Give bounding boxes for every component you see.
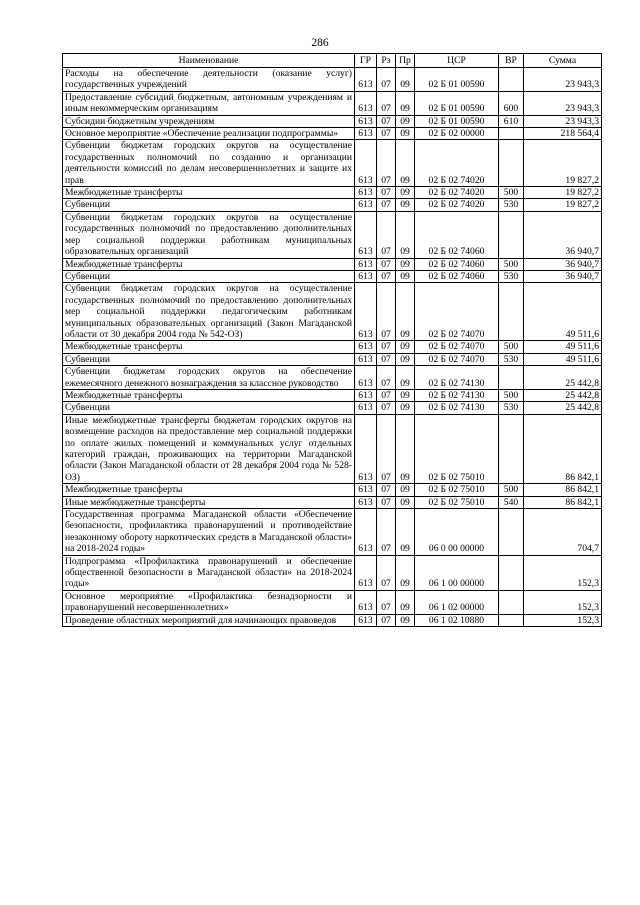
cell-csr: 02 Б 01 00590 [415, 91, 499, 115]
cell-sum: 36 940,7 [524, 270, 602, 282]
cell-gr: 613 [355, 187, 377, 199]
cell-gr: 613 [355, 614, 377, 626]
cell-pr: 09 [396, 402, 415, 414]
cell-name: Межбюджетные трансферты [63, 258, 355, 270]
cell-sum: 86 842,1 [524, 496, 602, 508]
cell-gr: 613 [355, 496, 377, 508]
cell-pr: 09 [396, 270, 415, 282]
cell-name: Субвенции бюджетам городских округов на осуществление государственных полномочий по созданию и организации деятельности комиссий по делам несовершеннолетних и защите их прав [63, 140, 355, 187]
cell-csr: 06 1 00 00000 [415, 555, 499, 590]
table-row [63, 270, 602, 282]
table-row [63, 509, 602, 556]
cell-gr: 613 [355, 68, 377, 92]
cell-name: Государственная программа Магаданской области «Обеспечение безопасности, профилактика правонарушений и противодействие незаконному обороту наркотических средств в Магаданской области» на 2018-2024 годы» [63, 509, 355, 556]
cell-rz: 07 [377, 496, 396, 508]
cell-name: Проведение областных мероприятий для начинающих правоведов [63, 614, 355, 626]
cell-name: Основное мероприятие «Обеспечение реализации подпрограммы» [63, 128, 355, 140]
cell-vr: 530 [499, 353, 524, 365]
cell-name: Межбюджетные трансферты [63, 341, 355, 353]
cell-csr: 02 Б 02 75010 [415, 414, 499, 483]
cell-gr: 613 [355, 414, 377, 483]
cell-vr: 500 [499, 187, 524, 199]
cell-name: Субвенции [63, 402, 355, 414]
cell-csr: 02 Б 02 74130 [415, 402, 499, 414]
cell-sum: 152,3 [524, 614, 602, 626]
cell-rz: 07 [377, 270, 396, 282]
table-row [63, 211, 602, 258]
cell-sum: 704,7 [524, 509, 602, 556]
table-row [63, 341, 602, 353]
cell-pr: 09 [396, 283, 415, 341]
cell-sum: 86 842,1 [524, 414, 602, 483]
header-row [63, 54, 602, 68]
cell-name: Расходы на обеспечение деятельности (оказание услуг) государственных учреждений [63, 68, 355, 92]
cell-rz: 07 [377, 555, 396, 590]
cell-pr: 09 [396, 68, 415, 92]
cell-sum: 152,3 [524, 555, 602, 590]
cell-name: Субвенции [63, 353, 355, 365]
table-row [63, 366, 602, 390]
cell-csr: 06 1 02 00000 [415, 590, 499, 614]
cell-rz: 07 [377, 128, 396, 140]
cell-name: Иные межбюджетные трансферты [63, 496, 355, 508]
table-row [63, 91, 602, 115]
cell-csr: 02 Б 02 74060 [415, 270, 499, 282]
cell-name: Субвенции бюджетам городских округов на обеспечение ежемесячного денежного вознаграждения за классное руководство [63, 366, 355, 390]
cell-csr: 06 1 02 10880 [415, 614, 499, 626]
cell-vr: 530 [499, 270, 524, 282]
cell-csr: 02 Б 01 00590 [415, 115, 499, 127]
cell-sum: 19 827,2 [524, 187, 602, 199]
cell-csr: 02 Б 02 74020 [415, 199, 499, 211]
table-row [63, 353, 602, 365]
cell-gr: 613 [355, 128, 377, 140]
cell-pr: 09 [396, 258, 415, 270]
cell-pr: 09 [396, 555, 415, 590]
cell-csr: 02 Б 02 74070 [415, 341, 499, 353]
cell-vr: 540 [499, 496, 524, 508]
cell-pr: 09 [396, 389, 415, 401]
table-row [63, 614, 602, 626]
table-row [63, 199, 602, 211]
cell-rz: 07 [377, 389, 396, 401]
cell-csr: 02 Б 02 74020 [415, 140, 499, 187]
cell-rz: 07 [377, 341, 396, 353]
cell-vr: 610 [499, 115, 524, 127]
cell-sum: 86 842,1 [524, 484, 602, 496]
cell-vr [499, 414, 524, 483]
cell-pr: 09 [396, 115, 415, 127]
cell-pr: 09 [396, 590, 415, 614]
cell-rz: 07 [377, 484, 396, 496]
cell-sum: 36 940,7 [524, 211, 602, 258]
cell-name: Межбюджетные трансферты [63, 484, 355, 496]
cell-pr: 09 [396, 91, 415, 115]
cell-pr: 09 [396, 341, 415, 353]
cell-csr: 02 Б 02 74060 [415, 258, 499, 270]
cell-rz: 07 [377, 187, 396, 199]
cell-pr: 09 [396, 614, 415, 626]
cell-sum: 36 940,7 [524, 258, 602, 270]
cell-pr: 09 [396, 353, 415, 365]
cell-name: Межбюджетные трансферты [63, 389, 355, 401]
cell-gr: 613 [355, 211, 377, 258]
cell-rz: 07 [377, 590, 396, 614]
cell-name: Предоставление субсидий бюджетным, автономным учреждениям и иным некоммерческим организациям [63, 91, 355, 115]
cell-gr: 613 [355, 341, 377, 353]
cell-sum: 49 511,6 [524, 353, 602, 365]
table-row [63, 402, 602, 414]
cell-sum: 49 511,6 [524, 283, 602, 341]
cell-name: Субвенции бюджетам городских округов на осуществление государственных полномочий по предоставлению дополнительных мер социальной поддержки работникам муниципальных образовательных организаций [63, 211, 355, 258]
cell-csr: 02 Б 02 74130 [415, 389, 499, 401]
cell-gr: 613 [355, 366, 377, 390]
cell-vr [499, 68, 524, 92]
header-gr: ГР [355, 54, 377, 68]
cell-name: Субвенции бюджетам городских округов на осуществление государственных полномочий по предоставлению дополнительных мер социальной поддержки педагогическим работникам муниципальных образовательных организаций (Закон Магаданской области от 30 декабря 2004 года № 542-ОЗ) [63, 283, 355, 341]
cell-name: Основное мероприятие «Профилактика безнадзорности и правонарушений несовершеннолетних» [63, 590, 355, 614]
cell-name: Субсидии бюджетным учреждениям [63, 115, 355, 127]
cell-vr: 600 [499, 91, 524, 115]
cell-vr: 500 [499, 389, 524, 401]
cell-csr: 02 Б 02 74020 [415, 187, 499, 199]
cell-rz: 07 [377, 258, 396, 270]
table-row [63, 555, 602, 590]
cell-gr: 613 [355, 484, 377, 496]
table-row [63, 496, 602, 508]
cell-pr: 09 [396, 414, 415, 483]
cell-pr: 09 [396, 128, 415, 140]
cell-pr: 09 [396, 199, 415, 211]
table-body [63, 68, 602, 627]
header-rz: Рз [377, 54, 396, 68]
cell-csr: 02 Б 02 74130 [415, 366, 499, 390]
cell-vr [499, 590, 524, 614]
cell-csr: 02 Б 01 00590 [415, 68, 499, 92]
budget-table [62, 53, 602, 627]
cell-name: Субвенции [63, 199, 355, 211]
cell-vr [499, 509, 524, 556]
cell-csr: 02 Б 02 75010 [415, 484, 499, 496]
cell-csr: 02 Б 02 74070 [415, 353, 499, 365]
header-sum: Сумма [524, 54, 602, 68]
header-pr: Пр [396, 54, 415, 68]
table-row [63, 283, 602, 341]
cell-pr: 09 [396, 366, 415, 390]
cell-gr: 613 [355, 270, 377, 282]
cell-gr: 613 [355, 258, 377, 270]
cell-gr: 613 [355, 115, 377, 127]
cell-gr: 613 [355, 199, 377, 211]
cell-rz: 07 [377, 283, 396, 341]
cell-sum: 23 943,3 [524, 91, 602, 115]
cell-gr: 613 [355, 140, 377, 187]
cell-rz: 07 [377, 366, 396, 390]
cell-vr [499, 211, 524, 258]
cell-name: Подпрограмма «Профилактика правонарушений и обеспечение общественной безопасности в Магаданской области» на 2018-2024 годы» [63, 555, 355, 590]
cell-gr: 613 [355, 283, 377, 341]
cell-gr: 613 [355, 353, 377, 365]
cell-pr: 09 [396, 509, 415, 556]
cell-gr: 613 [355, 389, 377, 401]
cell-sum: 25 442,8 [524, 366, 602, 390]
table-row [63, 258, 602, 270]
cell-rz: 07 [377, 140, 396, 187]
cell-sum: 152,3 [524, 590, 602, 614]
cell-pr: 09 [396, 140, 415, 187]
table-row [63, 414, 602, 483]
cell-vr [499, 366, 524, 390]
cell-rz: 07 [377, 199, 396, 211]
cell-rz: 07 [377, 68, 396, 92]
cell-rz: 07 [377, 614, 396, 626]
cell-gr: 613 [355, 402, 377, 414]
cell-sum: 23 943,3 [524, 115, 602, 127]
cell-csr: 02 Б 02 75010 [415, 496, 499, 508]
cell-rz: 07 [377, 353, 396, 365]
cell-vr [499, 283, 524, 341]
cell-vr [499, 555, 524, 590]
cell-gr: 613 [355, 590, 377, 614]
cell-pr: 09 [396, 496, 415, 508]
table-row [63, 140, 602, 187]
cell-vr: 500 [499, 258, 524, 270]
cell-sum: 218 564,4 [524, 128, 602, 140]
table-row [63, 590, 602, 614]
header-csr: ЦСР [415, 54, 499, 68]
cell-sum: 25 442,8 [524, 402, 602, 414]
cell-name: Межбюджетные трансферты [63, 187, 355, 199]
cell-gr: 613 [355, 555, 377, 590]
cell-name: Субвенции [63, 270, 355, 282]
cell-vr: 530 [499, 402, 524, 414]
cell-gr: 613 [355, 509, 377, 556]
cell-sum: 19 827,2 [524, 140, 602, 187]
cell-vr: 500 [499, 484, 524, 496]
cell-rz: 07 [377, 402, 396, 414]
cell-pr: 09 [396, 187, 415, 199]
cell-pr: 09 [396, 484, 415, 496]
page-number: 286 [311, 37, 329, 49]
header-name: Наименование [63, 54, 355, 68]
table-row [63, 115, 602, 127]
table-row [63, 389, 602, 401]
cell-vr [499, 614, 524, 626]
table-row [63, 68, 602, 92]
cell-rz: 07 [377, 414, 396, 483]
cell-sum: 23 943,3 [524, 68, 602, 92]
table-row [63, 484, 602, 496]
cell-rz: 07 [377, 91, 396, 115]
cell-vr [499, 128, 524, 140]
cell-vr: 500 [499, 341, 524, 353]
cell-name: Иные межбюджетные трансферты бюджетам городских округов на возмещение расходов на предоставление мер социальной поддержки по оплате жилых помещений и коммунальных услуг отдельных категорий граждан, проживающих на территории Магаданской области (Закон Магаданской области от 28 декабря 2004 года № 528-ОЗ) [63, 414, 355, 483]
cell-rz: 07 [377, 211, 396, 258]
cell-rz: 07 [377, 115, 396, 127]
cell-csr: 06 0 00 00000 [415, 509, 499, 556]
table-row [63, 187, 602, 199]
cell-sum: 25 442,8 [524, 389, 602, 401]
cell-rz: 07 [377, 509, 396, 556]
cell-csr: 02 Б 02 74070 [415, 283, 499, 341]
cell-gr: 613 [355, 91, 377, 115]
header-vr: ВР [499, 54, 524, 68]
cell-csr: 02 Б 02 74060 [415, 211, 499, 258]
cell-vr [499, 140, 524, 187]
cell-sum: 19 827,2 [524, 199, 602, 211]
cell-csr: 02 Б 02 00000 [415, 128, 499, 140]
table-row [63, 128, 602, 140]
cell-vr: 530 [499, 199, 524, 211]
cell-pr: 09 [396, 211, 415, 258]
cell-sum: 49 511,6 [524, 341, 602, 353]
